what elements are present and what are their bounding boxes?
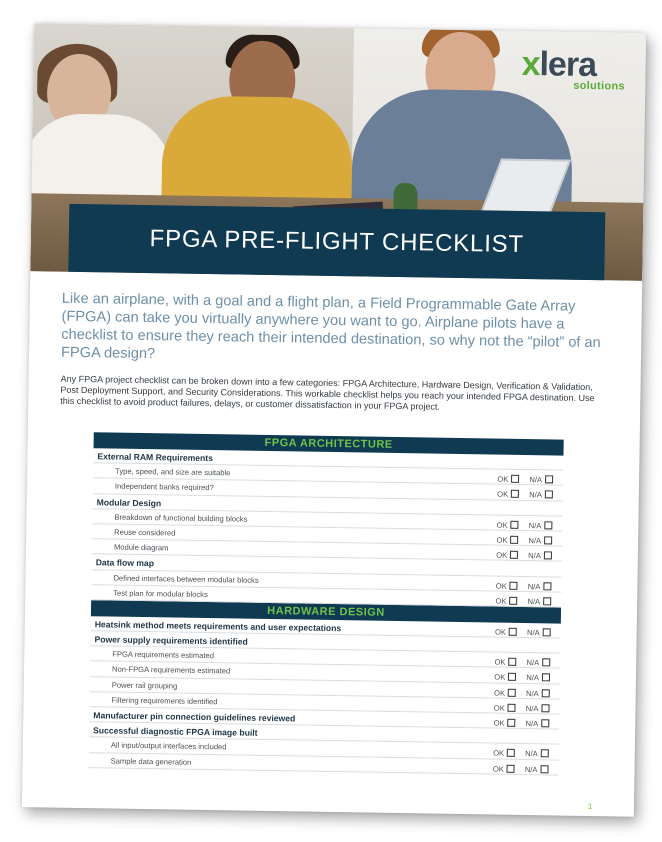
ok-checkbox[interactable] <box>507 749 515 757</box>
na-checkbox[interactable] <box>542 659 550 667</box>
checklist-label: External RAM Requirements <box>97 451 214 464</box>
ok-label: OK <box>494 672 506 683</box>
ok-label: OK <box>495 581 507 591</box>
na-label: N/A <box>525 749 538 759</box>
na-label: N/A <box>527 596 541 606</box>
na-option <box>528 551 552 560</box>
checklist-options <box>486 551 552 561</box>
checklist-label: Breakdown of functional building blocks <box>114 512 248 524</box>
ok-label: OK <box>492 764 504 774</box>
ok-checkbox[interactable] <box>508 704 516 712</box>
na-checkbox[interactable] <box>544 551 552 559</box>
na-checkbox[interactable] <box>544 521 552 529</box>
checklist-label: FPGA requirements estimated <box>112 649 215 661</box>
checklist-options <box>487 475 553 485</box>
page-title: FPGA PRE-FLIGHT CHECKLIST <box>149 225 525 258</box>
ok-option <box>495 596 517 605</box>
na-option <box>527 597 551 606</box>
checklist-options <box>485 627 551 637</box>
ok-checkbox[interactable] <box>509 596 517 604</box>
na-option <box>529 521 553 530</box>
checklist-label: All input/output interfaces included <box>110 740 227 752</box>
checklist-options <box>487 490 553 500</box>
ok-option <box>493 764 515 773</box>
checklist-label: Defined interfaces between modular blocks <box>113 573 259 585</box>
checklist-options <box>484 688 550 698</box>
ok-option <box>494 703 516 712</box>
checklist-label: Sample data generation <box>110 756 192 767</box>
na-option <box>527 628 551 637</box>
ok-checkbox[interactable] <box>510 536 518 544</box>
na-option <box>525 765 549 774</box>
checklist-label: Power supply requirements identified <box>94 634 248 647</box>
ok-label: OK <box>496 550 508 560</box>
na-checkbox[interactable] <box>542 689 550 697</box>
ok-label: OK <box>497 474 509 484</box>
na-option <box>528 536 552 545</box>
ok-label: OK <box>494 688 506 698</box>
title-banner <box>68 204 605 280</box>
checklist-label: Data flow map <box>95 557 155 569</box>
na-checkbox[interactable] <box>541 750 549 758</box>
section-header: FPGA ARCHITECTURE <box>94 432 564 455</box>
na-checkbox[interactable] <box>543 628 551 636</box>
intro-paragraph: Like an airplane, with a goal and a flight plan, a Field Programmable Gate Array (FPGA) can take you virtually anywhere you want to go. Airplane pilots have a checklist to ensure they reach their intended destination, so why not the “pilot” of an FPGA design? <box>60 290 601 363</box>
ok-checkbox[interactable] <box>510 581 518 589</box>
na-label: N/A <box>525 703 539 714</box>
na-checkbox[interactable] <box>542 674 550 682</box>
ok-label: OK <box>493 718 505 728</box>
na-label: N/A <box>528 551 541 561</box>
checklist-options <box>487 520 553 530</box>
na-label: N/A <box>528 536 542 546</box>
ok-option <box>494 719 516 728</box>
ok-checkbox[interactable] <box>511 490 519 498</box>
checklist-label: Manufacturer pin connection guidelines reviewed <box>93 710 296 724</box>
checklist-options <box>484 718 550 728</box>
ok-option <box>496 581 518 590</box>
ok-label: OK <box>494 657 506 667</box>
checklist-label: Filtering requirements identified <box>111 695 218 707</box>
na-checkbox[interactable] <box>540 765 548 773</box>
na-label: N/A <box>526 673 540 683</box>
checklist-options <box>483 764 549 774</box>
checklist-options <box>484 658 550 668</box>
ok-option <box>497 490 519 499</box>
na-option <box>526 673 550 682</box>
checklist-label: Power rail grouping <box>111 680 178 691</box>
na-option <box>526 719 550 728</box>
checklist-label: Independent banks required? <box>114 481 214 493</box>
checklist-table <box>89 432 564 775</box>
ok-option <box>497 520 519 529</box>
na-checkbox[interactable] <box>543 582 551 590</box>
ok-option <box>496 536 518 545</box>
na-label: N/A <box>525 688 539 698</box>
ok-checkbox[interactable] <box>508 673 516 681</box>
ok-checkbox[interactable] <box>508 658 516 666</box>
na-option <box>525 749 549 758</box>
ok-checkbox[interactable] <box>510 551 518 559</box>
ok-label: OK <box>494 627 507 637</box>
checklist-label: Test plan for modular blocks <box>113 588 208 599</box>
na-label: N/A <box>526 658 540 668</box>
na-label: N/A <box>525 719 539 729</box>
na-checkbox[interactable] <box>543 597 551 605</box>
checklist-options <box>484 673 550 683</box>
page-number: 1 <box>587 802 593 812</box>
na-option <box>526 704 550 713</box>
na-option <box>529 475 553 484</box>
na-checkbox[interactable] <box>545 491 553 499</box>
na-label: N/A <box>528 520 542 531</box>
checklist-options <box>484 703 550 713</box>
ok-checkbox[interactable] <box>508 688 516 696</box>
ok-option <box>494 658 516 667</box>
na-checkbox[interactable] <box>545 476 553 484</box>
section-header: HARDWARE DESIGN <box>91 600 561 623</box>
ok-checkbox[interactable] <box>509 628 517 636</box>
checklist-label: Non-FPGA requirements estimated <box>111 664 231 676</box>
ok-checkbox[interactable] <box>507 764 515 772</box>
checklist-label: Heatsink method meets requirements and user expectations <box>94 619 342 634</box>
na-option <box>529 490 553 499</box>
ok-label: OK <box>496 535 508 545</box>
na-label: N/A <box>524 764 538 774</box>
ok-option <box>497 475 519 484</box>
xlera-logo: xlera solutions <box>521 44 625 93</box>
ok-label: OK <box>497 489 509 500</box>
ok-option <box>495 627 517 636</box>
ok-label: OK <box>493 703 505 713</box>
na-label: N/A <box>526 627 540 638</box>
ok-option <box>494 688 516 697</box>
ok-label: OK <box>496 520 508 530</box>
na-checkbox[interactable] <box>541 719 549 727</box>
ok-option <box>494 673 516 682</box>
na-label: N/A <box>529 490 542 500</box>
ok-label: OK <box>493 748 505 759</box>
checklist-label: Module diagram <box>113 542 169 553</box>
checklist-options <box>486 535 552 545</box>
ok-option <box>493 749 515 758</box>
na-option <box>526 658 550 667</box>
na-option <box>526 689 550 698</box>
na-checkbox[interactable] <box>541 704 549 712</box>
ok-label: OK <box>495 596 507 606</box>
checklist-options <box>486 581 552 591</box>
na-option <box>528 582 552 591</box>
checklist-page <box>22 23 646 817</box>
checklist-label: Successful diagnostic FPGA image built <box>93 725 258 739</box>
ok-checkbox[interactable] <box>511 521 519 529</box>
checklist-options <box>485 596 551 606</box>
checklist-label: Type, speed, and size are suitable <box>115 466 231 478</box>
ok-checkbox[interactable] <box>508 719 516 727</box>
checklist-options <box>483 749 549 759</box>
na-label: N/A <box>529 475 543 485</box>
ok-option <box>496 551 518 560</box>
checklist-label: Reuse considered <box>114 527 176 538</box>
na-checkbox[interactable] <box>544 536 552 544</box>
checklist-label: Modular Design <box>96 496 162 508</box>
na-label: N/A <box>527 581 541 591</box>
ok-checkbox[interactable] <box>511 475 519 483</box>
body-paragraph: Any FPGA project checklist can be broken down into a few categories: FPGA Architecture, Hardware Design, Verification & Validation, Post Deployment Support, and Security Considerations. This workable checklist helps you reach your intended FPGA destination. Use this checklist to avoid product failures, delays, or customer dissatisfaction in your FPGA project. <box>60 373 595 412</box>
